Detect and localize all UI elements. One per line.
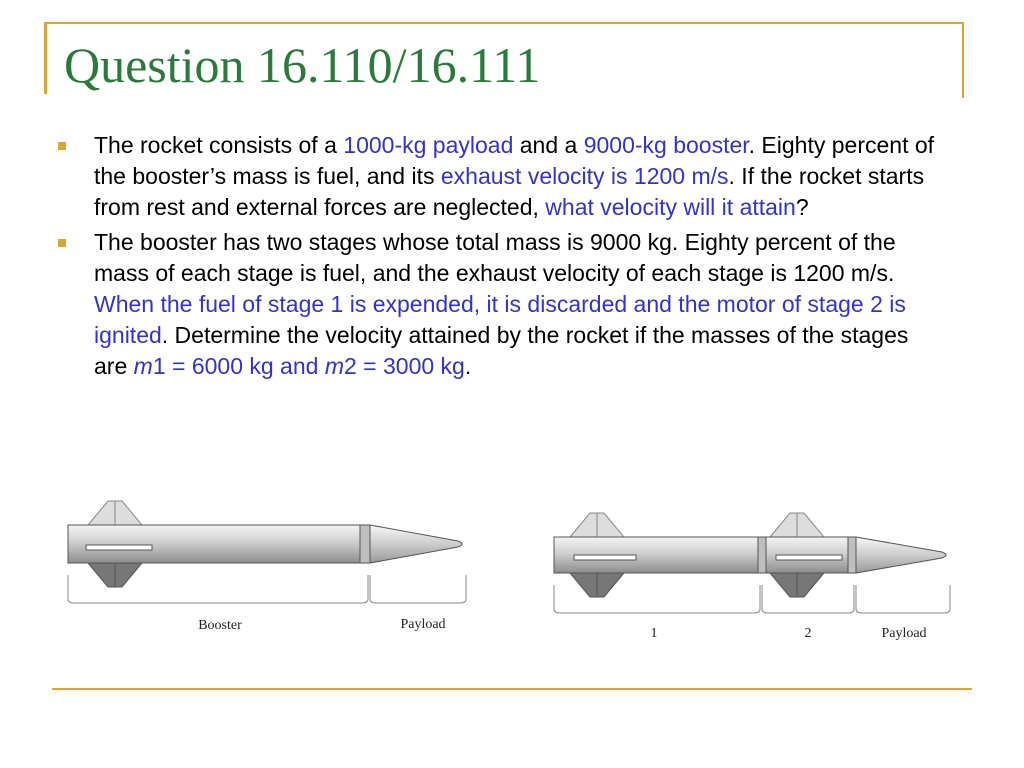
bullet1-text-1: The rocket consists of a (94, 132, 344, 158)
booster-body (68, 525, 368, 563)
booster-label: Booster (198, 618, 242, 633)
slide-title: Question 16.110/16.111 (64, 37, 541, 93)
bullet1-text-5: ? (795, 194, 809, 220)
bullet-item-1 (56, 130, 936, 223)
bullet1-text-2: and a (513, 132, 584, 158)
bullet-list (56, 130, 936, 386)
bullet1-highlight-question: what velocity will it attain (545, 194, 796, 220)
bullet-item-2 (56, 227, 936, 382)
frame-left-rule (44, 22, 47, 94)
bullet-square-icon (58, 142, 66, 150)
bullet2-highlight-masses (134, 353, 465, 379)
m1-value: 1 = 6000 kg and (152, 353, 325, 379)
payload-nose-cone (370, 525, 462, 563)
two-stage-rocket-figure (548, 505, 960, 650)
payload-label-right: Payload (881, 626, 927, 641)
bullet1-text-4: . If the rocket starts from rest and external forces are neglected, (94, 163, 925, 220)
payload-brace (856, 585, 950, 613)
bullet1-highlight-payload: 1000-kg payload (343, 132, 514, 158)
frame-bottom-rule (52, 688, 972, 690)
m2-value: 2 = 3000 kg (344, 353, 465, 379)
bullet1-text-3: . Eighty percent of the booster’s mass is fuel, and its (94, 132, 935, 189)
bullet1-highlight-booster: 9000-kg booster (583, 132, 749, 158)
bullet2-text-3: . (464, 353, 472, 379)
stage-1-label: 1 (650, 626, 658, 641)
m1-variable: m (133, 353, 153, 379)
bullet1-highlight-exhaust: exhaust velocity is 1200 m/s (440, 163, 729, 189)
bullet2-text-1: The booster has two stages whose total mass is 9000 kg. Eighty percent of the mass of each stage is fuel, and the exhaust velocity of each stage is 1200 m/s. (94, 229, 896, 286)
m2-variable: m (324, 353, 344, 379)
bullet2-highlight-stages: When the fuel of stage 1 is expended, it is discarded and the motor of stage 2 is ignited (94, 291, 906, 348)
frame-right-rule (962, 22, 964, 98)
single-stage-rocket-figure (60, 495, 480, 640)
payload-label-left: Payload (400, 617, 446, 632)
bullet-square-icon (58, 239, 66, 247)
stage-2-label: 2 (804, 626, 812, 641)
frame-top-rule (44, 22, 964, 24)
bullet2-text-2: . Determine the velocity attained by the rocket if the masses of the stages are (94, 322, 909, 379)
payload-nose-cone (856, 537, 946, 573)
payload-brace (370, 575, 466, 603)
